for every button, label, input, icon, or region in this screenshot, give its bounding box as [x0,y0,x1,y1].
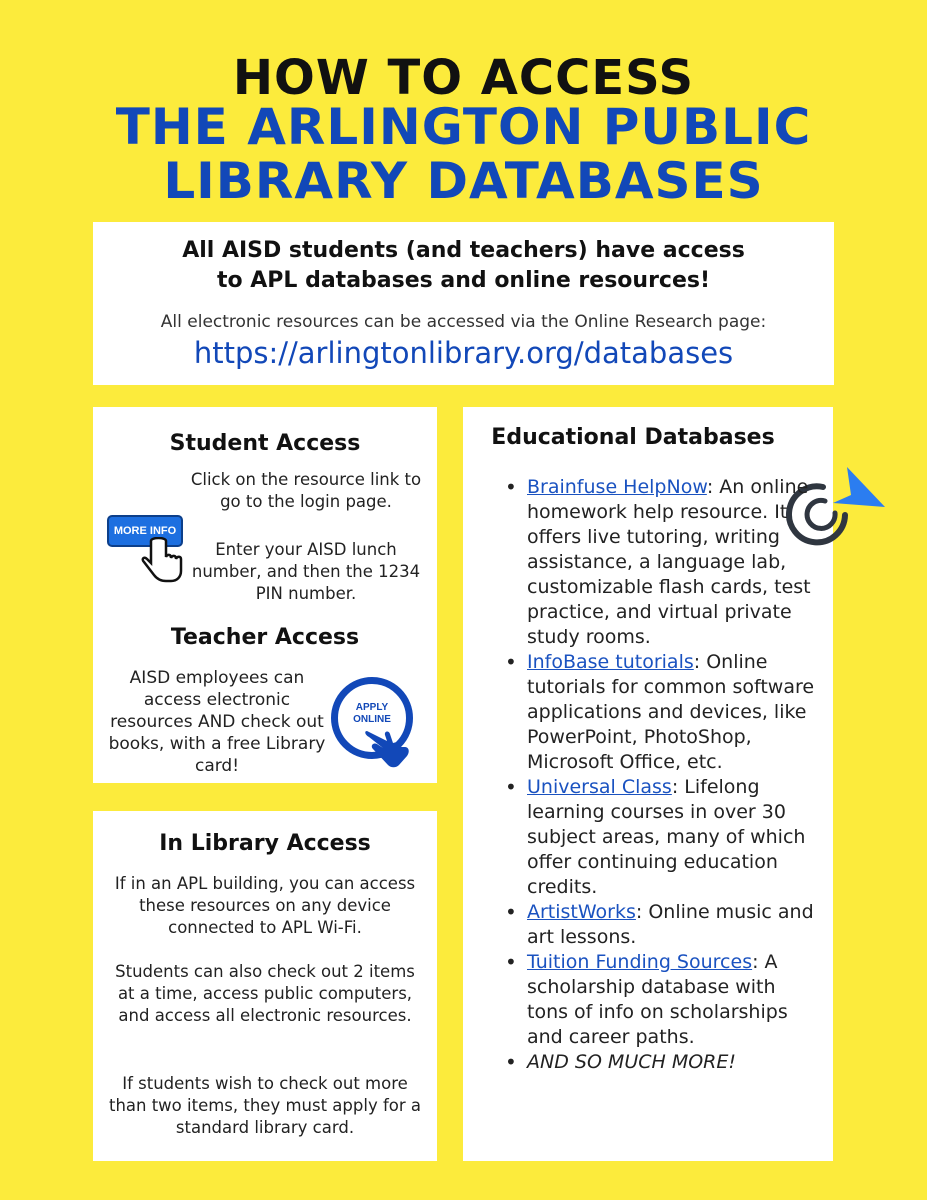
page-title-line-1: HOW TO ACCESS [232,50,695,106]
in-library-paragraph-2: Students can also check out 2 items at a time, access public computers, and access all electronic resources. [115,962,415,1025]
intro-box [93,222,834,385]
list-item [499,775,819,900]
online-label: ONLINE [353,714,391,725]
artistworks-desc: : Online music and art lessons. [527,901,814,948]
apply-label: APPLY [355,702,389,713]
brainfuse-helpnow-link[interactable]: Brainfuse HelpNow [527,476,707,498]
in-library-paragraph-3: If students wish to check out more than two items, they must apply for a standard library card. [108,1074,422,1137]
in-library-heading: In Library Access [159,831,371,856]
infobase-tutorials-link[interactable]: InfoBase tutorials [527,651,694,673]
more-info-button[interactable]: MORE INFO [107,515,183,547]
tuition-funding-sources-desc: : A scholarship database with tons of info on scholarships and career paths. [527,951,788,1048]
page-title-line-2 [0,100,927,208]
page-title-line-2a: THE ARLINGTON PUBLIC [115,98,812,156]
click-hand-icon [365,723,413,769]
student-teacher-box [93,407,437,783]
intro-heading-line-2: to APL databases and online resources! [216,268,711,293]
brainfuse-helpnow-desc: : An online homework help resource. It offers live tutoring, writing assistance, a language lab, customizable flash cards, test practice, and virtual private study rooms. [527,476,811,648]
infobase-tutorials-desc: : Online tutorials for common software applications and devices, like PowerPoint, PhotoShop, Microsoft Office, etc. [527,651,815,773]
tuition-funding-sources-link[interactable]: Tuition Funding Sources [527,951,753,973]
intro-subtext: All electronic resources can be accessed via the Online Research page: [160,312,767,332]
intro-heading-line-1: All AISD students (and teachers) have access [182,238,745,263]
student-step-2: Enter your AISD lunch number, and then the 1234 PIN number. [191,540,421,603]
in-library-box [93,811,437,1161]
databases-heading: Educational Databases [491,425,775,450]
list-item [499,950,819,1050]
teacher-access-text: AISD employees can access electronic resources AND check out books, with a free Library card! [108,668,326,776]
universal-class-link[interactable]: Universal Class [527,776,672,798]
page-title-line-2b: LIBRARY DATABASES [163,152,764,210]
intro-heading [93,236,834,296]
list-item [499,900,819,950]
student-access-heading: Student Access [169,431,361,456]
list-item-more: • AND SO MUCH MORE! [499,1050,819,1075]
list-item [499,475,819,650]
pointer-hand-icon [141,537,185,585]
databases-list [499,475,819,1075]
in-library-paragraph-1: If in an APL building, you can access these resources on any device connected to APL Wi-Fi. [114,874,416,937]
list-item [499,650,819,775]
student-step-1: Click on the resource link to go to the login page. [190,470,422,511]
teacher-access-heading: Teacher Access [170,625,360,650]
databases-url-link[interactable]: https://arlingtonlibrary.org/databases [193,336,734,370]
universal-class-desc: : Lifelong learning courses in over 30 subject areas, many of which offer continuing education credits. [527,776,806,898]
educational-databases-box [463,407,833,1161]
artistworks-link[interactable]: ArtistWorks [527,901,636,923]
